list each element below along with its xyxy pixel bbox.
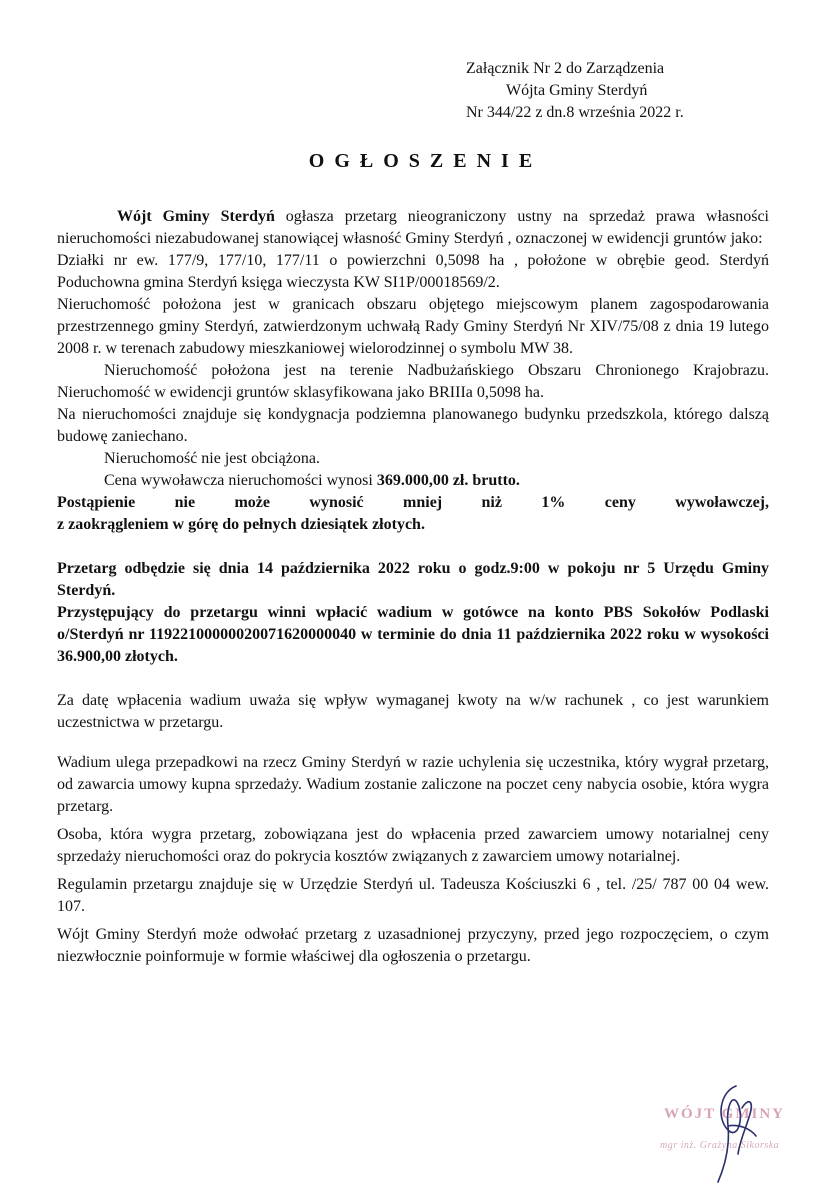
document-body (57, 206, 769, 968)
paragraph-auction-date: Przetarg odbędzie się dnia 14 października 2022 roku o godz.9:00 w pokoju nr 5 Urzędu Gminy Sterdyń. (57, 560, 769, 599)
paragraph-intro (57, 206, 769, 250)
header-line-2: Wójta Gminy Sterdyń (506, 82, 648, 99)
intro-text: ogłasza przetarg nieograniczony ustny na sprzedaż prawa własności nieruchomości niezabudowanej stanowiącej własność Gminy Sterdyń , oznaczonej w ewidencji gruntów jako: (57, 208, 770, 247)
paragraph-zoning: Nieruchomość położona jest w granicach obszaru objętego miejscowym planem zagospodarowania przestrzennego gminy Sterdyń, zatwierdzonym uchwałą Rady Gminy Sterdyń Nr XIV/75/08 z dnia 19 lutego 2008 r. w terenach zabudowy mieszkaniowej wielorodzinnej o symbolu MW 38. (57, 296, 769, 357)
header-line-1: Załącznik Nr 2 do Zarządzenia (466, 60, 665, 77)
stamp-title: WÓJT GMINY (664, 1106, 785, 1122)
paragraph-regulations: Regulamin przetargu znajduje się w Urzędzie Sterdyń ul. Tadeusza Kościuszki 6 , tel. /25/ 787 00 04 wew. 107. (57, 876, 769, 915)
paragraph-deposit-date: Za datę wpłacenia wadium uważa się wpływ wymaganej kwoty na w/w rachunek , co jest warunkiem uczestnictwa w przetargu. (57, 692, 769, 731)
paragraph-encumbrance: Nieruchomość nie jest obciążona. (104, 450, 320, 467)
price-value: 369.000,00 zł. brutto. (376, 472, 520, 489)
paragraph-deposit: Przystępujący do przetargu winni wpłacić wadium w gotówce na konto PBS Sokołów Podlaski o/Sterdyń nr 11922100000020071620000040 w terminie do dnia 11 października 2022 roku w wysokości 36.900,00 złotych. (57, 604, 769, 665)
price-text: Cena wywoławcza nieruchomości wynosi (104, 472, 377, 489)
paragraph-increment-line-1: Postąpienie nie może wynosić mniej niż 1% ceny wywoławczej, (57, 494, 769, 511)
paragraph-protected-area: Nieruchomość położona jest na terenie Nadbużańskiego Obszaru Chronionego Krajobrazu. Nieruchomość w ewidencji gruntów sklasyfikowana jako BRIIIa 0,5098 ha. (57, 362, 769, 401)
paragraph-forfeiture: Wadium ulega przepadkowi na rzecz Gminy Sterdyń w razie uchylenia się uczestnika, który wygrał przetarg, od zawarcia umowy kupna sprzedaży. Wadium zostanie zaliczone na poczet ceny nabycia osobie, która wygra przetarg. (57, 754, 769, 815)
paragraph-building: Na nieruchomości znajduje się kondygnacja podziemna planowanego budynku przedszkola, którego dalszą budowę zaniechano. (57, 406, 769, 445)
stamp-name: mgr inż. Grażyna Sikorska (660, 1140, 780, 1151)
attachment-header (466, 58, 786, 124)
handwritten-signature (698, 1078, 768, 1188)
intro-bold: Wójt Gminy Sterdyń (117, 208, 275, 225)
paragraph-increment-line-2: z zaokrągleniem w górę do pełnych dziesiątek złotych. (57, 516, 425, 533)
paragraph-cancellation: Wójt Gminy Sterdyń może odwołać przetarg z uzasadnionej przyczyny, przed jego rozpoczęciem, o czym niezwłocznie poinformuje w formie właściwej dla ogłoszenia o przetargu. (57, 926, 769, 965)
header-line-3: Nr 344/22 z dn.8 września 2022 r. (466, 104, 684, 121)
document-title: OGŁOSZENIE (308, 150, 543, 172)
paragraph-parcels: Działki nr ew. 177/9, 177/10, 177/11 o powierzchni 0,5098 ha , położone w obrębie geod. Sterdyń Poduchowna gmina Sterdyń księga wieczysta KW SI1P/00018569/2. (57, 252, 769, 291)
paragraph-price (57, 470, 769, 492)
paragraph-winner-obligations: Osoba, która wygra przetarg, zobowiązana jest do wpłacenia przed zawarciem umowy notarialnej ceny sprzedaży nieruchomości oraz do pokrycia kosztów związanych z zawarciem umowy notarialnej. (57, 826, 769, 865)
